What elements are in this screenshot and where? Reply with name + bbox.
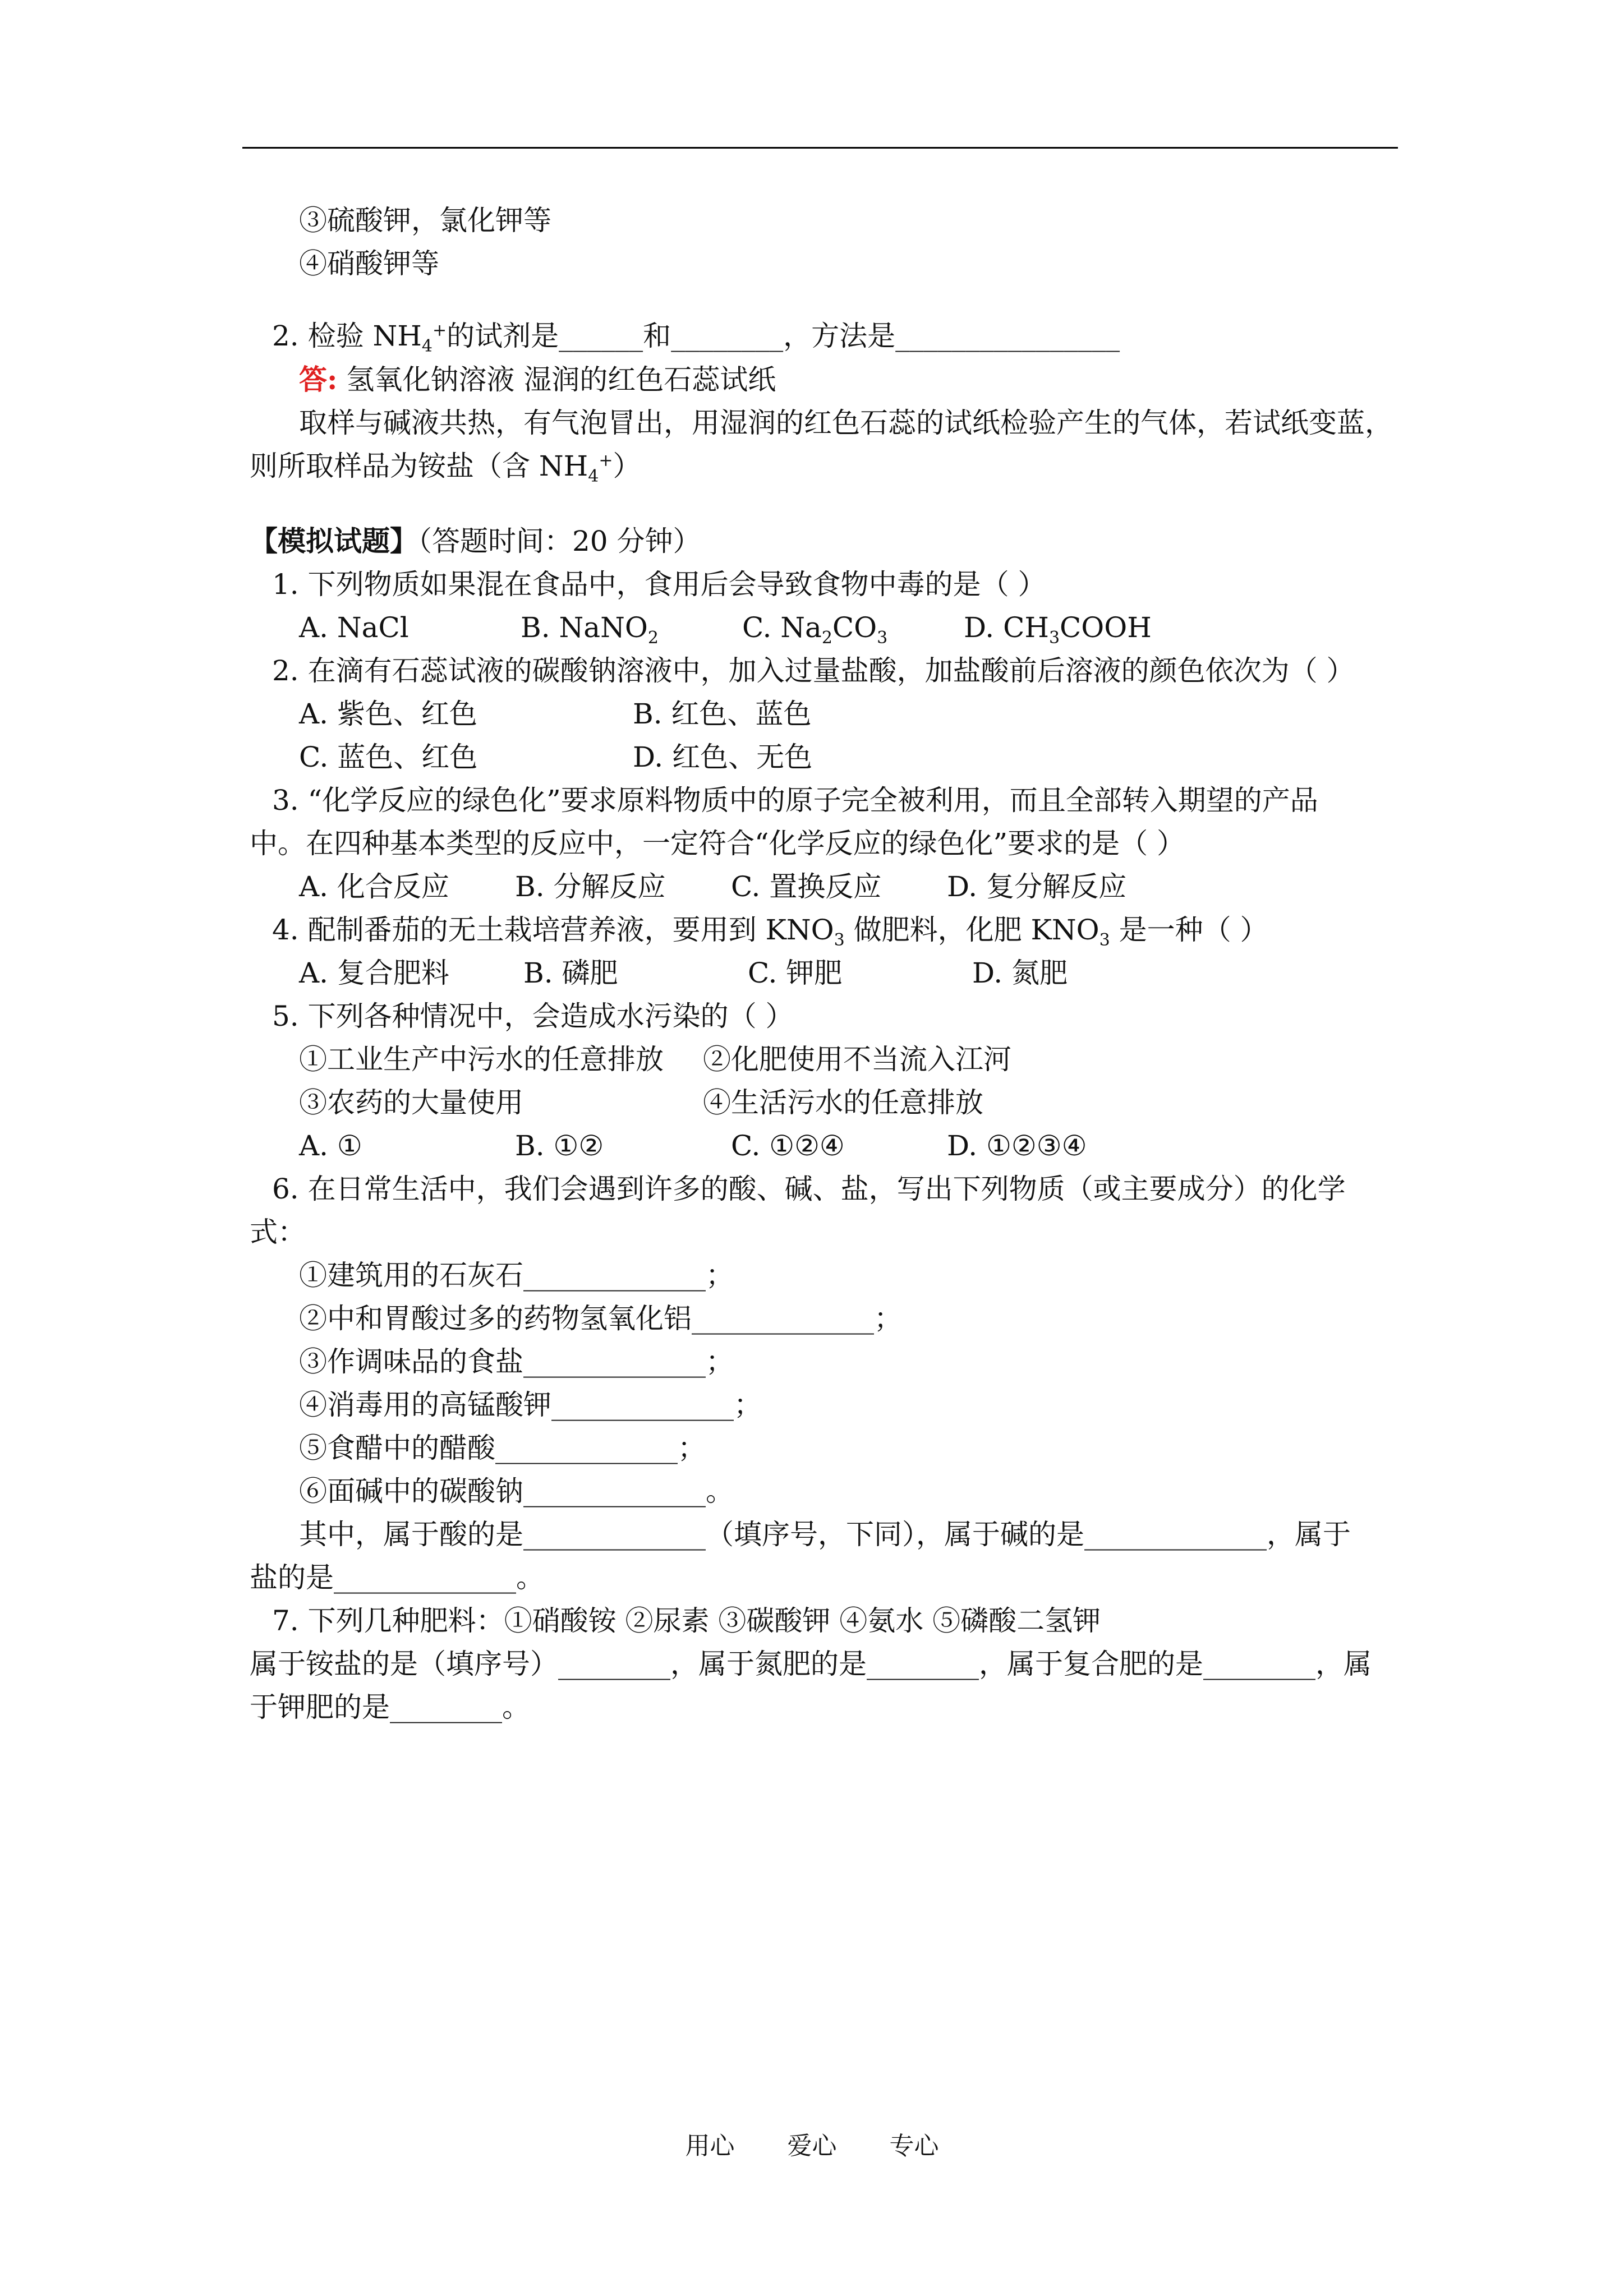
q2-prev-method-line1: 取样与碱液共热，有气泡冒出，用湿润的红色石蕊的试纸检验产生的气体，若试纸变蓝，: [299, 407, 1393, 439]
footer-word-3: 专心: [889, 2132, 939, 2160]
q1-stem: 1. 下列物质如果混在食品中，食用后会导致食物中毒的是（ ）: [272, 568, 1046, 601]
q6-item-6: ⑥面碱中的碳酸钠_____________。: [299, 1475, 734, 1507]
q5-statements-row2: [250, 1081, 1405, 1124]
q4-options: [250, 952, 1405, 995]
q3-option-b: B. 分解反应: [515, 870, 666, 903]
page-footer: [0, 2126, 1624, 2161]
q2-prev-method-line2: 则所取样品为铵盐（含 $NH_4^+$）: [250, 450, 641, 486]
q3-option-c: C. 置换反应: [731, 870, 882, 903]
section-subtitle: （答题时间：20 分钟）: [418, 525, 701, 557]
q6-item-1: ①建筑用的石灰石_____________；: [299, 1259, 734, 1292]
q1-option-c: C. $Na_2CO_3$: [742, 611, 888, 648]
header-rule: [242, 147, 1398, 149]
q5-option-a: A. ①: [299, 1129, 362, 1162]
q7-line2: 于钾肥的是________。: [250, 1691, 530, 1723]
footer-word-2: 爱心: [787, 2132, 837, 2160]
q7-stem: 7. 下列几种肥料：①硝酸铵 ②尿素 ③碳酸钾 ④氨水 ⑤磷酸二氢钾: [272, 1605, 1101, 1637]
q5-option-c: C. ①②④: [731, 1129, 845, 1162]
q5-statement-4: ④生活污水的任意排放: [703, 1086, 983, 1119]
q4-option-c: C. 钾肥: [748, 957, 843, 989]
q5-statement-2: ②化肥使用不当流入江河: [703, 1043, 1011, 1076]
q3-option-a: A. 化合反应: [299, 870, 449, 903]
q1-option-a: A. NaCl: [299, 611, 409, 644]
q6-item-4: ④消毒用的高锰酸钾_____________；: [299, 1389, 762, 1421]
spacer: [250, 488, 1405, 519]
footer-word-1: 用心: [685, 2132, 735, 2160]
q5-statement-1: ①工业生产中污水的任意排放: [299, 1043, 664, 1076]
prev-item-3: ③硫酸钾，氯化钾等: [299, 204, 551, 237]
q1-options: [250, 606, 1405, 649]
q4-option-a: A. 复合肥料: [299, 957, 449, 989]
q2-option-b: B. 红色、蓝色: [633, 698, 812, 730]
q3-stem-line1: 3. “化学反应的绿色化”要求原料物质中的原子完全被利用，而且全部转入期望的产品: [272, 784, 1318, 817]
q3-option-d: D. 复分解反应: [947, 870, 1127, 903]
q2-option-a: A. 紫色、红色: [299, 698, 477, 730]
q5-option-d: D. ①②③④: [947, 1129, 1087, 1162]
q6-item-3: ③作调味品的食盐_____________；: [299, 1345, 734, 1378]
q1-option-d: D. $CH_3COOH$: [964, 611, 1152, 648]
document-body: [250, 199, 1405, 1729]
q5-stem: 5. 下列各种情况中，会造成水污染的（ ）: [272, 1000, 794, 1032]
q2-option-d: D. 红色、无色: [633, 741, 813, 773]
q2-stem: 2. 在滴有石蕊试液的碳酸钠溶液中，加入过量盐酸，加盐酸前后溶液的颜色依次为（ ）: [272, 654, 1355, 687]
q5-statements-row1: [250, 1038, 1405, 1081]
q6-stem-line2: 式：: [250, 1216, 306, 1248]
q5-option-b: B. ①②: [515, 1129, 604, 1162]
spacer: [250, 285, 1405, 315]
q2-prev-stem: 2. 检验 $NH_4^+$的试剂是______和________，方法是________________: [272, 320, 1120, 356]
q6-summary-line1: 其中，属于酸的是_____________（填序号，下同），属于碱的是_____________，属于: [299, 1518, 1351, 1551]
q6-summary-line2: 盐的是_____________。: [250, 1561, 544, 1594]
answer-label: 答:: [299, 363, 338, 396]
q6-stem-line1: 6. 在日常生活中，我们会遇到许多的酸、碱、盐，写出下列物质（或主要成分）的化学: [272, 1173, 1346, 1205]
prev-item-4: ④硝酸钾等: [299, 247, 439, 280]
q7-line1: 属于铵盐的是（填序号）________，属于氮肥的是________，属于复合肥的是________，属: [250, 1648, 1372, 1680]
q3-options: [250, 865, 1405, 909]
q2-options-row2: [250, 736, 1405, 779]
q6-item-2: ②中和胃酸过多的药物氢氧化铝_____________；: [299, 1302, 902, 1335]
q4-option-d: D. 氮肥: [972, 957, 1068, 989]
section-heading: [250, 519, 1405, 563]
q5-options: [250, 1124, 1405, 1168]
q5-statement-3: ③农药的大量使用: [299, 1086, 523, 1119]
q4-stem: 4. 配制番茄的无土栽培营养液，要用到 $KNO_3$ 做肥料，化肥 $KNO_3$ 是一种（ ）: [272, 914, 1268, 950]
q4-option-b: B. 磷肥: [523, 957, 618, 989]
q1-option-b: B. NaNO$_2$: [521, 611, 659, 648]
q2-prev-answer: 答: 氢氧化钠溶液 湿润的红色石蕊试纸: [299, 363, 776, 396]
q2-options-row1: [250, 693, 1405, 736]
q3-stem-line2: 中。在四种基本类型的反应中，一定符合“化学反应的绿色化”要求的是（ ）: [250, 827, 1185, 860]
q2-option-c: C. 蓝色、红色: [299, 741, 478, 773]
section-title: 【模拟试题】: [250, 524, 418, 557]
q6-item-5: ⑤食醋中的醋酸_____________；: [299, 1432, 706, 1464]
